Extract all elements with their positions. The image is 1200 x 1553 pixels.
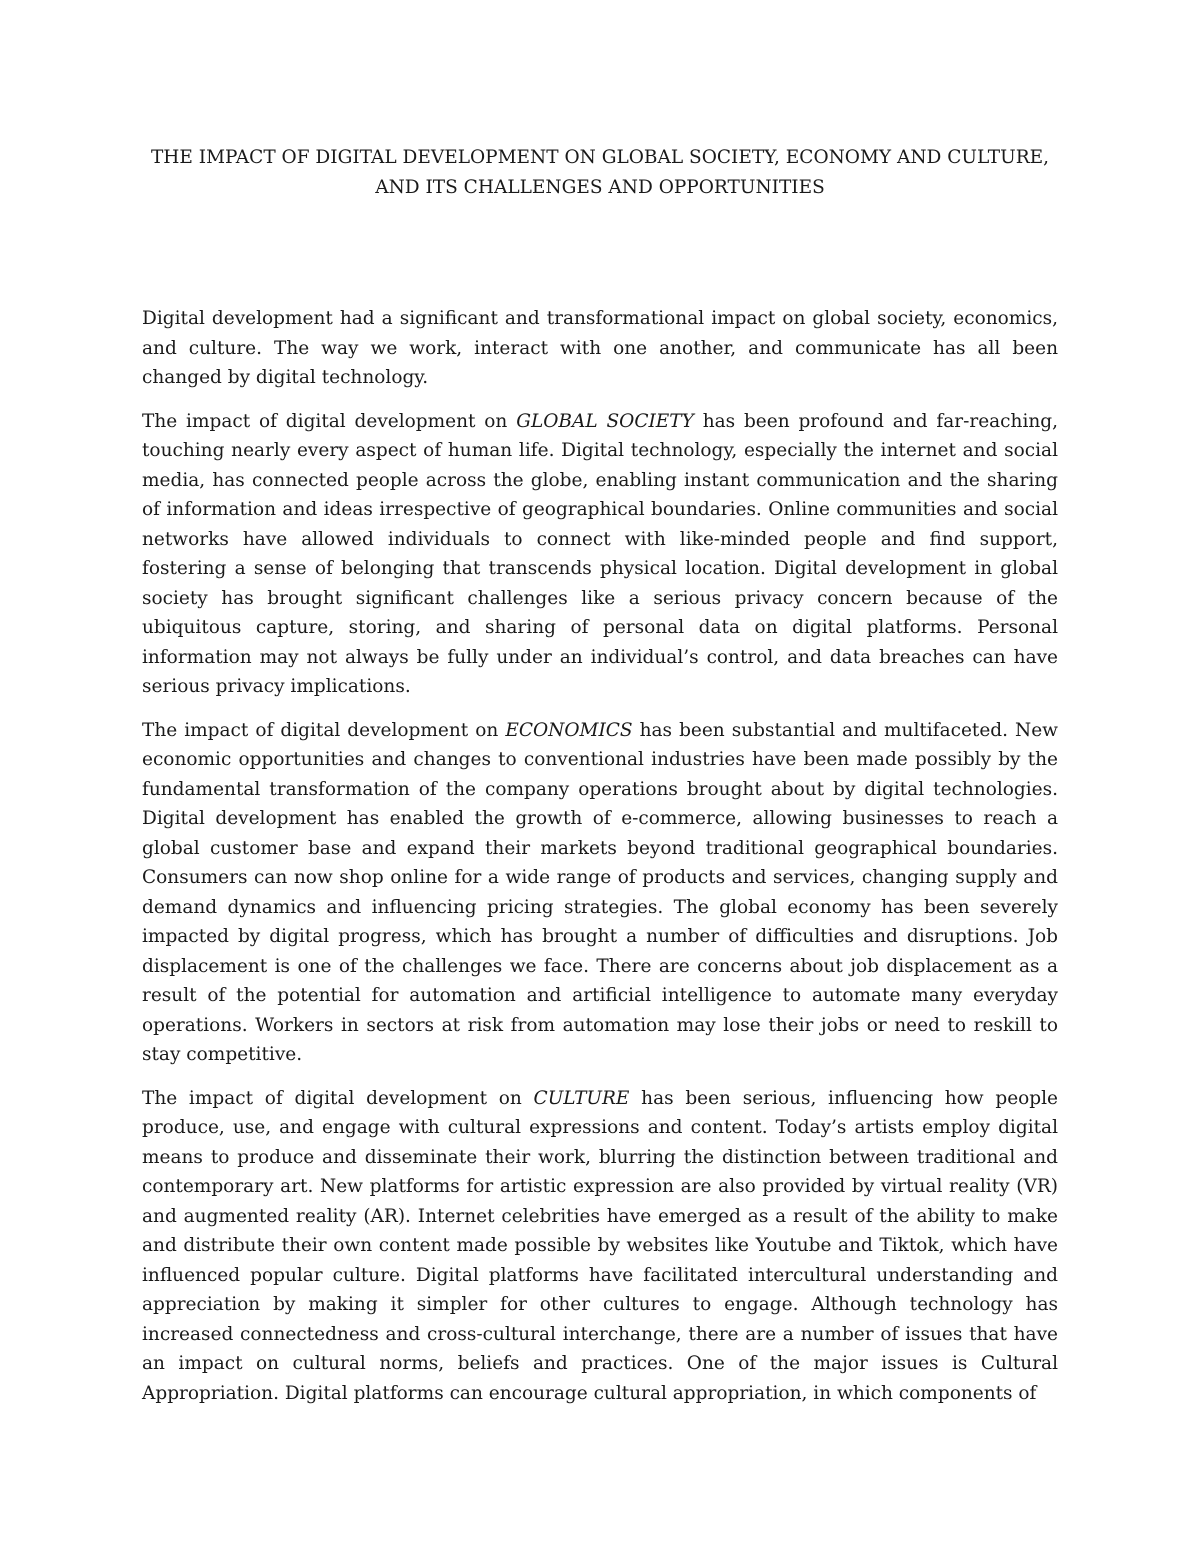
society-paragraph <box>142 407 1058 702</box>
culture-paragraph <box>142 1084 1058 1409</box>
document-title: THE IMPACT OF DIGITAL DEVELOPMENT ON GLOBAL SOCIETY, ECONOMY AND CULTURE, AND ITS CHALLENGES AND OPPORTUNITIES <box>150 147 1050 198</box>
culture-lead-text: The impact of digital development on <box>142 1087 534 1109</box>
economics-keyword: ECONOMICS <box>505 719 633 741</box>
economics-body-text: has been substantial and multifaceted. New economic opportunities and changes to conventional industries have been made possibly by the fundamental transformation of the company operations brought about by digital technologies. Digital development has enabled the growth of e-commerce, allowing businesses to reach a global customer base and expand their markets beyond traditional geographical boundaries. Consumers can now shop online for a wide range of products and services, changing supply and demand dynamics and influencing pricing strategies. The global economy has been severely impacted by digital progress, which has brought a number of difficulties and disruptions. Job displacement is one of the challenges we face. There are concerns about job displacement as a result of the potential for automation and artificial intelligence to automate many everyday operations. Workers in sectors at risk from automation may lose their jobs or need to reskill to stay competitive. <box>142 719 1059 1065</box>
culture-keyword: CULTURE <box>533 1087 630 1109</box>
society-keyword: GLOBAL SOCIETY <box>516 410 694 432</box>
society-lead-text: The impact of digital development on <box>142 410 517 432</box>
economics-paragraph <box>142 716 1058 1070</box>
intro-paragraph: Digital development had a significant and transformational impact on global society, economics, and culture. The way we work, interact with one another, and communicate has all been changed by digital technology. <box>142 308 1058 388</box>
document-body <box>142 304 1058 1422</box>
culture-body-text: has been serious, influencing how people produce, use, and engage with cultural expressions and content. Today’s artists employ digital means to produce and disseminate their work, blurring the distinction between traditional and contemporary art. New platforms for artistic expression are also provided by virtual reality (VR) and augmented reality (AR). Internet celebrities have emerged as a result of the ability to make and distribute their own content made possible by websites like Youtube and Tiktok, which have influenced popular culture. Digital platforms have facilitated intercultural understanding and appreciation by making it simpler for other cultures to engage. Although technology has increased connectedness and cross-cultural interchange, there are a number of issues that have an impact on cultural norms, beliefs and practices. One of the major issues is Cultural Appropriation. Digital platforms can encourage cultural appropriation, in which components of <box>142 1087 1059 1404</box>
economics-lead-text: The impact of digital development on <box>142 719 506 741</box>
society-body-text: has been profound and far-reaching, touching nearly every aspect of human life. Digital technology, especially the internet and social media, has connected people across the globe, enabling instant communication and the sharing of information and ideas irrespective of geographical boundaries. Online communities and social networks have allowed individuals to connect with like-minded people and find support, fostering a sense of belonging that transcends physical location. Digital development in global society has brought significant challenges like a serious privacy concern because of the ubiquitous capture, storing, and sharing of personal data on digital platforms. Personal information may not always be fully under an individual’s control, and data breaches can have serious privacy implications. <box>142 410 1058 697</box>
